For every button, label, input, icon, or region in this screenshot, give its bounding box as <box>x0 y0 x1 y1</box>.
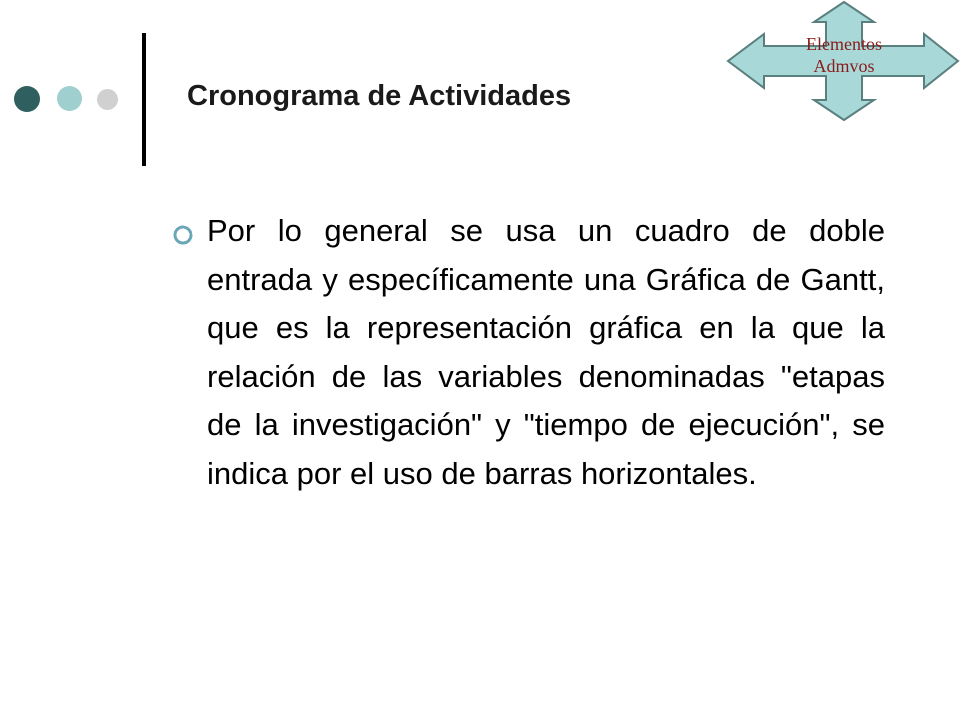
badge-label-line1: Elementos <box>806 34 882 54</box>
badge-label <box>774 33 914 77</box>
decor-dot-gray <box>97 89 118 110</box>
elementos-admvos-badge[interactable] <box>724 0 960 122</box>
decor-dot-dark <box>14 86 40 112</box>
badge-label-line2: Admvos <box>813 56 875 76</box>
ring-bullet-icon <box>172 224 194 246</box>
bullet-text: Por lo general se usa un cuadro de doble entrada y específicamente una Gráfica de Gantt, que es la representación gráfica en la que la relación de las variables denominadas "etapas de la investigación" y "tiempo de ejecución", se indica por el uso de barras horizontales. <box>207 213 885 491</box>
decor-dot-teal <box>57 86 82 111</box>
slide-title: Cronograma de Actividades <box>187 80 572 112</box>
title-divider <box>142 33 146 166</box>
